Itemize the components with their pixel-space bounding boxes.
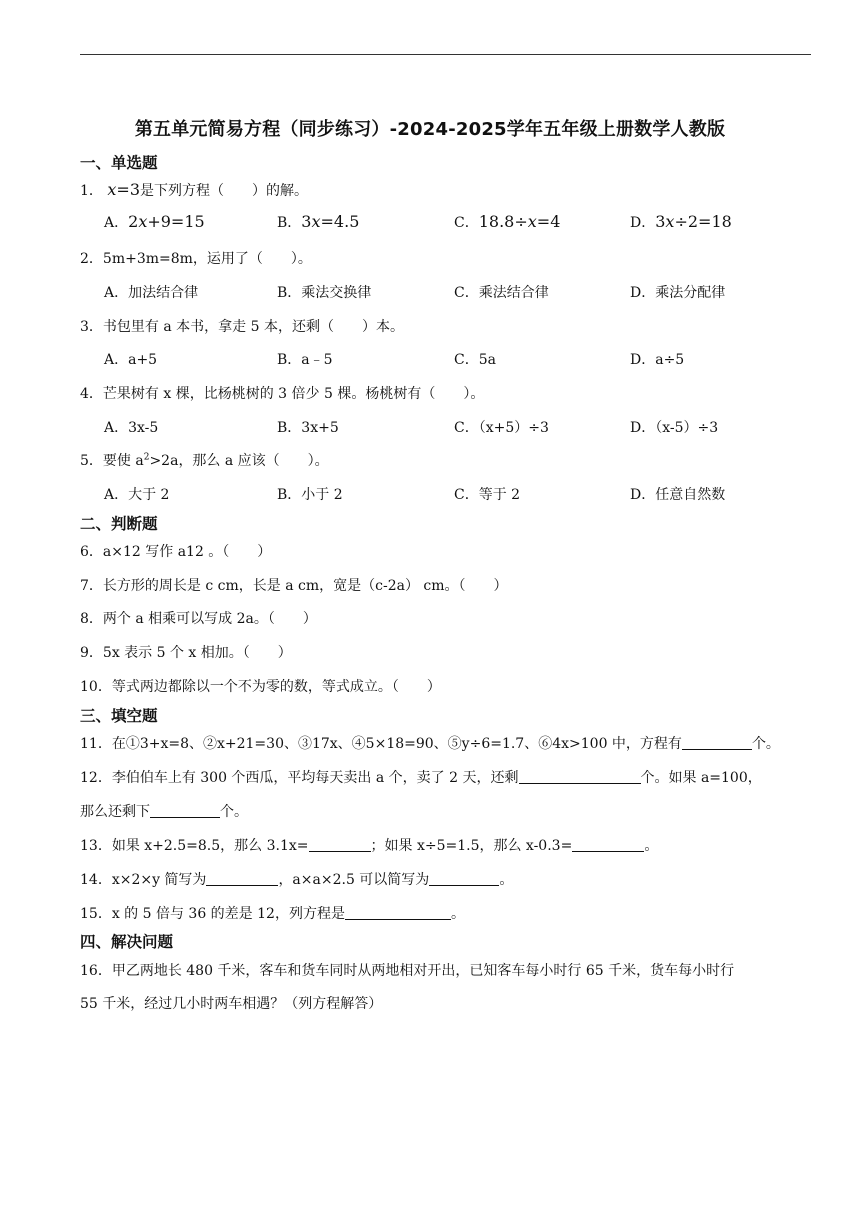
q2-option-d[interactable]: D．乘法分配律 <box>630 285 726 301</box>
answer-blank[interactable] <box>309 837 371 852</box>
section-heading-word-problem: 四、解决问题 <box>80 933 174 951</box>
q1-option-b[interactable]: B．3x=4.5 <box>277 212 360 231</box>
q2-option-c[interactable]: C．乘法结合律 <box>454 285 549 301</box>
page-title: 第五单元简易方程（同步练习）-2024-2025学年五年级上册数学人教版 <box>134 119 726 140</box>
question-3: 3．书包里有 a 本书，拿走 5 本，还剩（ ）本。 <box>80 319 404 335</box>
q4-option-c[interactable]: C．（x+5）÷3 <box>454 420 549 436</box>
q5-option-c[interactable]: C．等于 2 <box>454 487 521 503</box>
q4-option-b[interactable]: B．3x+5 <box>277 420 339 436</box>
q1-equation: x=3 <box>107 180 140 199</box>
section-heading-fill-blank: 三、填空题 <box>80 707 158 725</box>
question-14: 14．x×2×y 简写为 ，a×a×2.5 可以简写为 。 <box>80 872 514 888</box>
question-2: 2．5m+3m=8m，运用了（ ）。 <box>80 251 312 267</box>
answer-blank[interactable] <box>429 871 499 886</box>
q4-option-a[interactable]: A．3x-5 <box>104 420 159 436</box>
q1-option-a[interactable]: A．2x+9=15 <box>104 212 205 231</box>
question-7: 7．长方形的周长是 c cm，长是 a cm，宽是（c-2a） cm。（ ） <box>80 578 508 594</box>
q1-option-c[interactable]: C．18.8÷x=4 <box>454 212 561 231</box>
q3-option-d[interactable]: D．a÷5 <box>630 352 685 368</box>
q2-option-a[interactable]: A．加法结合律 <box>104 285 199 301</box>
q3-option-c[interactable]: C．5a <box>454 352 496 368</box>
question-4: 4．芒果树有 x 棵，比杨桃树的 3 倍少 5 棵。杨桃树有（ ）。 <box>80 386 485 402</box>
q5-option-a[interactable]: A．大于 2 <box>104 487 170 503</box>
question-8: 8．两个 a 相乘可以写成 2a。（ ） <box>80 611 317 627</box>
q5-option-b[interactable]: B．小于 2 <box>277 487 343 503</box>
section-heading-true-false: 二、判断题 <box>80 515 158 533</box>
question-12-line2: 那么还剩下 个。 <box>80 804 248 820</box>
question-12: 12．李伯伯车上有 300 个西瓜，平均每天卖出 a 个，卖了 2 天，还剩 个。如果 a=100， <box>80 770 762 786</box>
q4-option-d[interactable]: D．（x-5）÷3 <box>630 420 719 436</box>
question-1: 1． x=3是下列方程（ ）的解。 <box>80 180 308 199</box>
q5-option-d[interactable]: D．任意自然数 <box>630 487 726 503</box>
question-13: 13．如果 x+2.5=8.5，那么 3.1x= ；如果 x÷5=1.5，那么 x-0.3= 。 <box>80 838 659 854</box>
q3-option-b[interactable]: B．a﹣5 <box>277 352 333 368</box>
question-16: 16．甲乙两地长 480 千米，客车和货车同时从两地相对开出，已知客车每小时行 65 千米，货车每小时行 <box>80 963 735 979</box>
answer-blank[interactable] <box>150 803 220 818</box>
question-10: 10．等式两边都除以一个不为零的数，等式成立。（ ） <box>80 679 441 695</box>
q1-option-d[interactable]: D．3x÷2=18 <box>630 212 732 231</box>
q3-option-a[interactable]: A．a+5 <box>104 352 158 368</box>
question-15: 15．x 的 5 倍与 36 的差是 12，列方程是 。 <box>80 906 465 922</box>
question-11: 11．在①3+x=8、②x+21=30、③17x、④5×18=90、⑤y÷6=1.7、⑥4x>100 中，方程有 个。 <box>80 736 780 752</box>
question-9: 9．5x 表示 5 个 x 相加。（ ） <box>80 645 292 661</box>
q2-option-b[interactable]: B．乘法交换律 <box>277 285 372 301</box>
answer-blank[interactable] <box>572 837 644 852</box>
header-rule <box>80 54 811 55</box>
section-heading-single-choice: 一、单选题 <box>80 154 158 172</box>
answer-blank[interactable] <box>206 871 278 886</box>
question-6: 6．a×12 写作 a12 。（ ） <box>80 544 272 560</box>
question-5: 5．要使 $a^2>2a$，那么 a 应该（ ）。 <box>80 452 329 469</box>
answer-blank[interactable] <box>682 735 752 750</box>
answer-blank[interactable] <box>519 769 641 784</box>
answer-blank[interactable] <box>345 905 451 920</box>
question-16-line2: 55 千米，经过几小时两车相遇？（列方程解答） <box>80 996 383 1012</box>
